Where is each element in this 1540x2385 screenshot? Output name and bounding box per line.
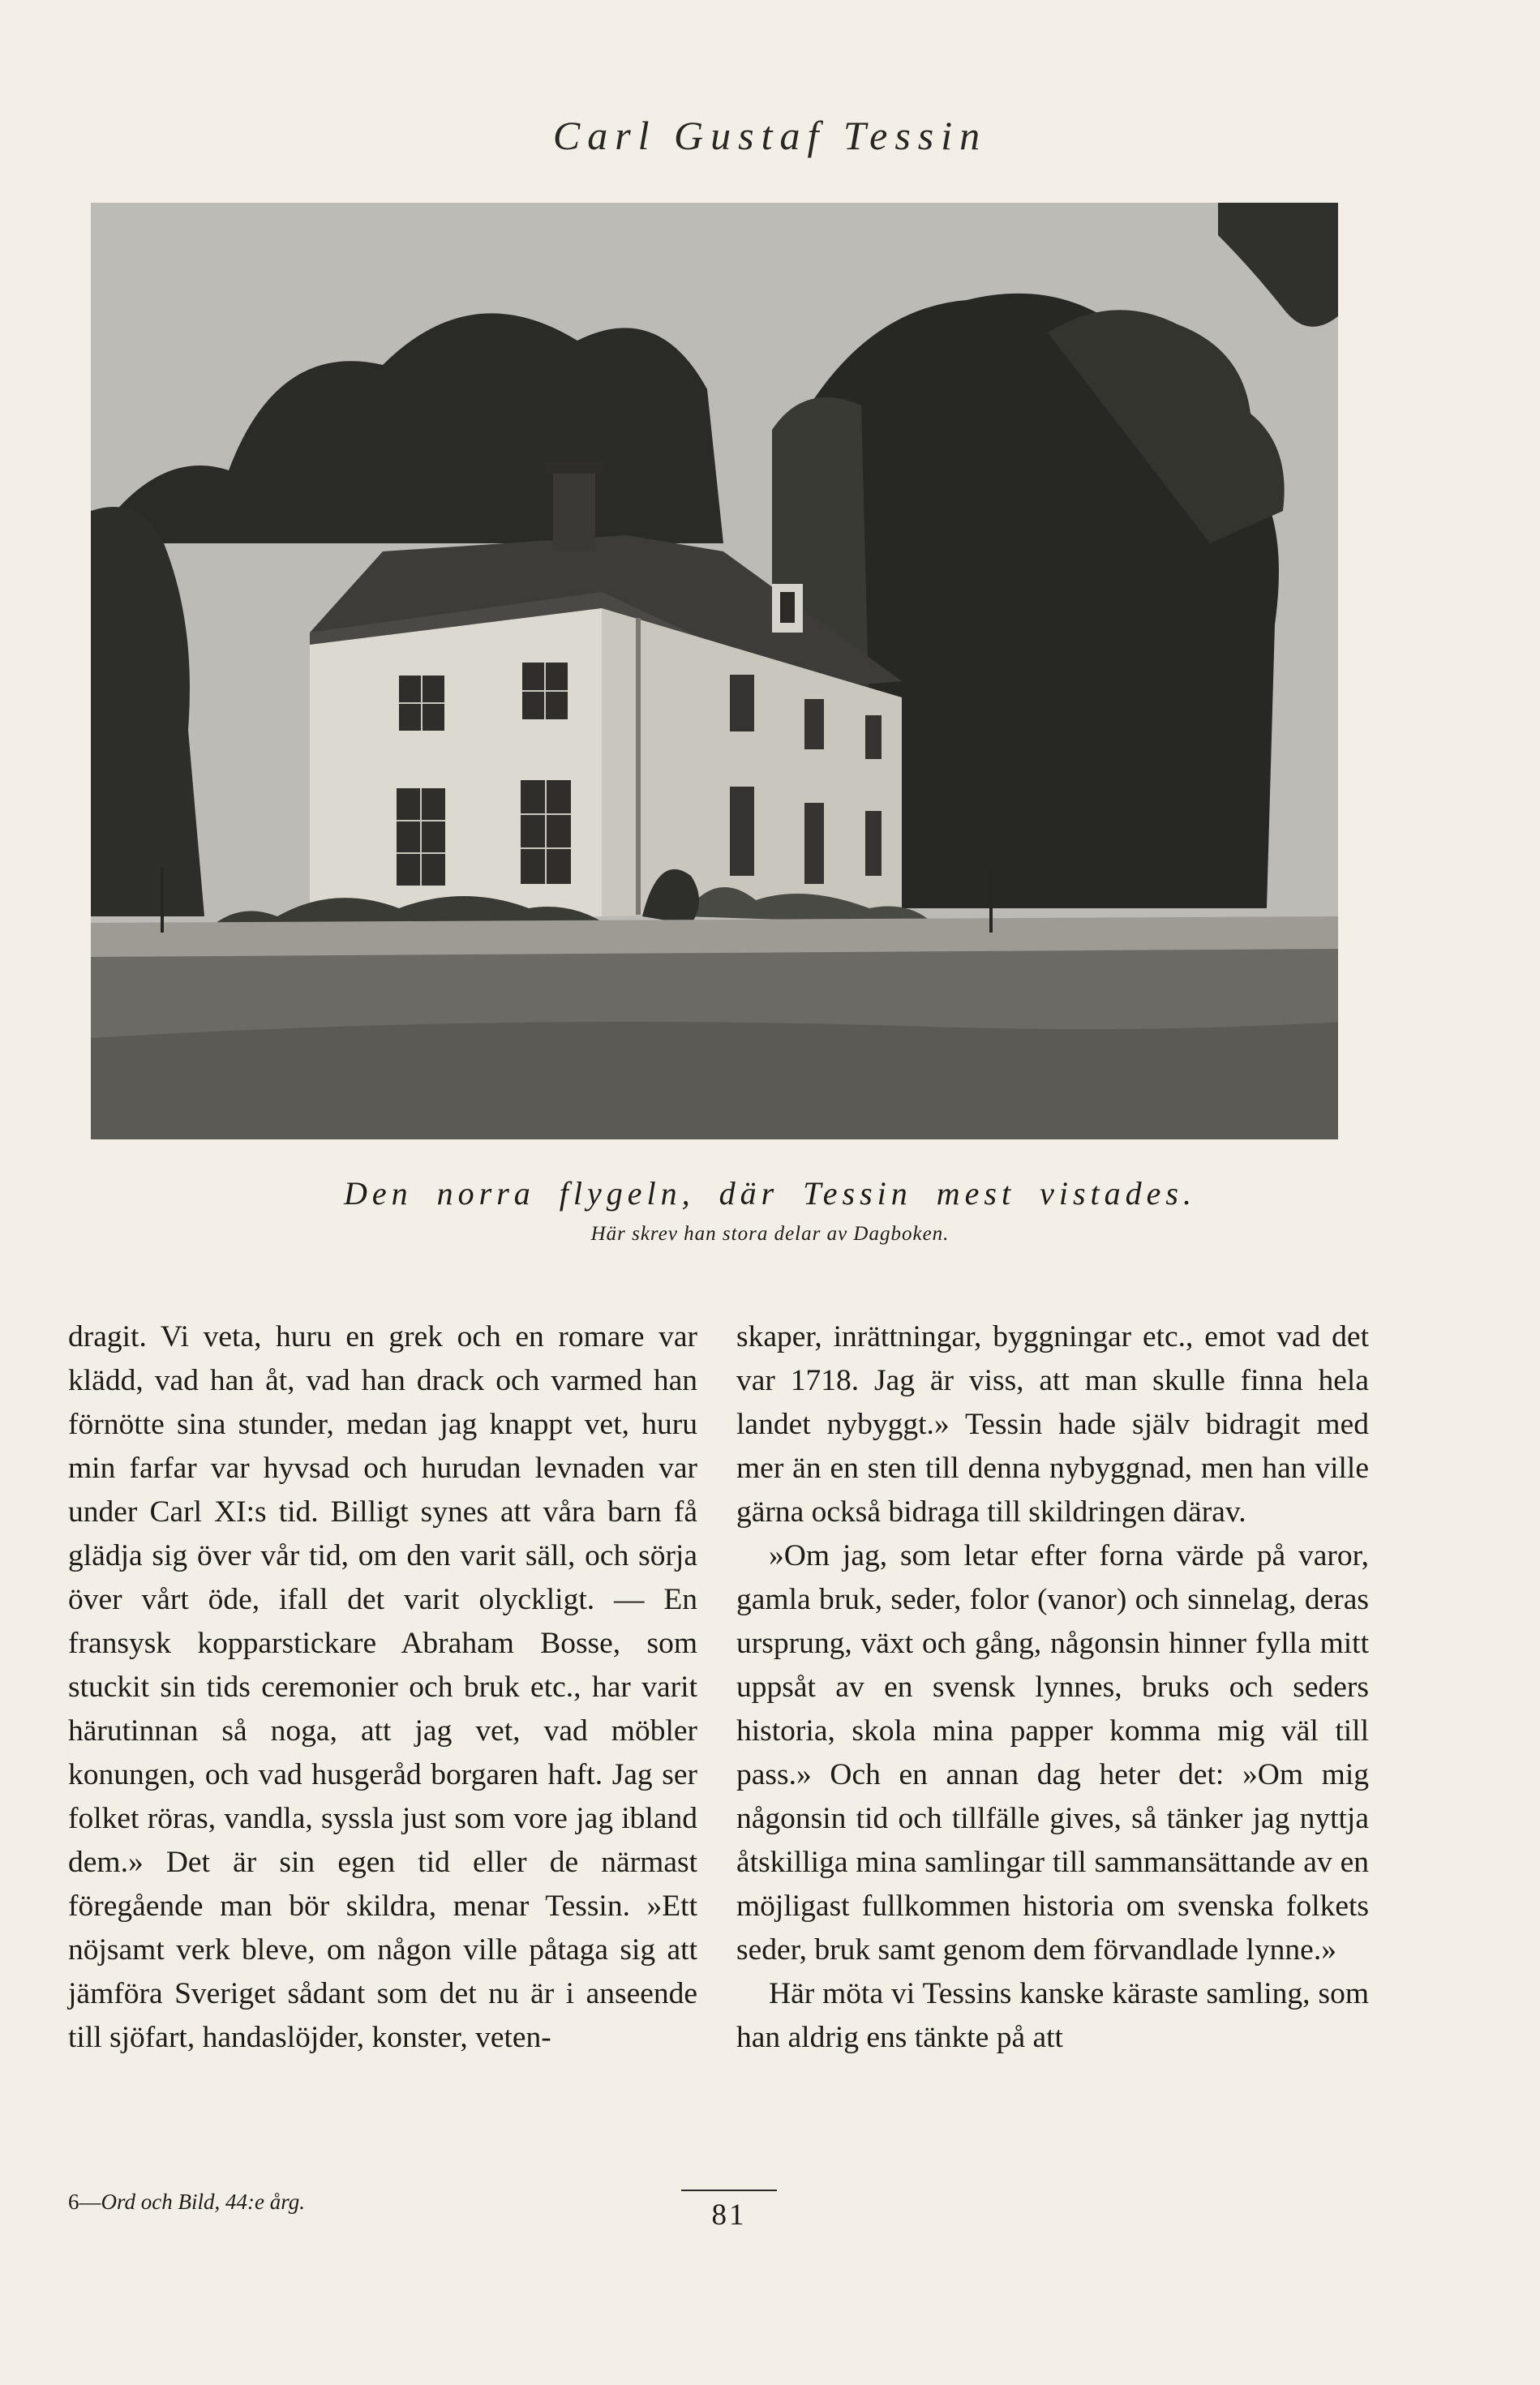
folio-rule — [681, 2190, 777, 2191]
text-column-left — [68, 1315, 697, 2060]
photo-caption: Den norra flygeln, där Tessin mest vistades. — [344, 1175, 1196, 1212]
footer-signature — [68, 2190, 305, 2215]
running-head: Carl Gustaf Tessin — [552, 113, 988, 158]
photo-illustration — [91, 203, 1338, 1139]
paragraph: dragit. Vi veta, huru en grek och en romare var klädd, vad han åt, vad han drack och varmed han förnötte sina stunder, medan jag knappt vet, huru min farfar var hyvsad och hurudan levnaden var under Carl XI:s tid. Billigt synes att våra barn få glädja sig över vår tid, om den varit säll, och sörja över vårt öde, ifall det varit olyckligt. — En fransysk kopparstickare Abraham Bosse, som stuckit sin tids ceremonier och bruk etc., har varit härutinnan så noga, att jag vet, vad möbler konungen, och vad husgeråd borgaren haft. Jag ser folket röras, vandla, syssla just som vore jag ibland dem.» Det är sin egen tid eller de närmast föregående man bör skildra, menar Tessin. »Ett nöjsamt verk bleve, om någon ville påtaga sig att jämföra Sveriget sådant som det nu är i anseende till sjöfart, handaslöjder, konster, veten- — [68, 1320, 697, 2054]
paragraph: Här möta vi Tessins kanske käraste samling, som han aldrig ens tänkte på att — [736, 1977, 1369, 2054]
text-column-right — [736, 1315, 1369, 2060]
page-number: 81 — [711, 2198, 747, 2232]
paragraph: skaper, inrättningar, byggningar etc., emot vad det var 1718. Jag är viss, att man skulle finna hela landet nybyggt.» Tessin hade själv bidragit med mer än en sten till denna nybyggnad, men han ville gärna också bidraga till skildringen därav. — [736, 1320, 1369, 1529]
photo-subcaption: Här skrev han stora delar av Dagboken. — [590, 1223, 950, 1245]
signature-mark: 6— — [68, 2190, 101, 2214]
manor-wing-photo — [91, 203, 1338, 1139]
publication-title: Ord och Bild, 44:e årg. — [101, 2190, 305, 2214]
paragraph: »Om jag, som letar efter forna värde på varor, gamla bruk, seder, folor (vanor) och sinnelag, deras ursprung, växt och gång, någonsin hinner fylla mitt uppsåt av en svensk lynnes, bruks och seders historia, skola mina papper komma mig väl till pass.» Och en annan dag heter det: »Om mig någonsin tid och tillfälle gives, så tänker jag nyttja åtskilliga mina samlingar till sammansättande av en möjligast fullkommen historia om svenska folkets seder, bruk samt genom dem förvandlade lynne.» — [736, 1539, 1369, 1967]
